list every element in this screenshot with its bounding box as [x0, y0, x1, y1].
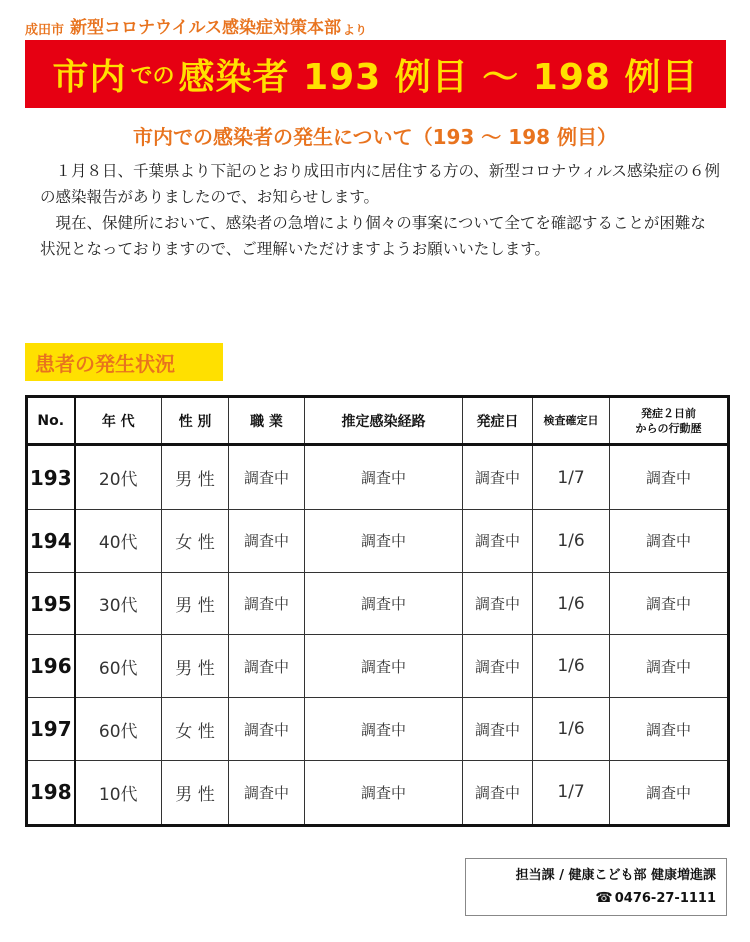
body-text	[40, 158, 720, 262]
cell-onset: 調査中	[463, 698, 533, 761]
header-suffix: より	[343, 23, 368, 37]
cell-confirmed: 1/6	[533, 572, 610, 635]
cell-history: 調査中	[610, 760, 729, 825]
header-line	[25, 10, 367, 38]
cell-history: 調査中	[610, 572, 729, 635]
table-row	[27, 635, 729, 698]
table-row	[27, 510, 729, 573]
cell-route: 調査中	[305, 635, 463, 698]
cell-history: 調査中	[610, 635, 729, 698]
cell-onset: 調査中	[463, 445, 533, 510]
cell-sex: 男 性	[162, 572, 229, 635]
banner-part-1: 市内	[52, 56, 127, 98]
cell-sex: 女 性	[162, 510, 229, 573]
cell-no: 196	[27, 635, 75, 698]
table-row	[27, 760, 729, 825]
cell-onset: 調査中	[463, 572, 533, 635]
cell-no: 197	[27, 698, 75, 761]
body-paragraph-1: １月８日、千葉県より下記のとおり成田市内に居住する方の、新型コロナウィルス感染症の６例の感染報告がありましたので、お知らせします。	[40, 162, 720, 206]
cell-sex: 男 性	[162, 445, 229, 510]
cell-age: 20代	[75, 445, 162, 510]
contact-phone-line	[466, 887, 716, 910]
cell-route: 調査中	[305, 572, 463, 635]
contact-department: 担当課 / 健康こども部 健康増進課	[515, 868, 716, 883]
cell-job: 調査中	[229, 760, 305, 825]
cell-route: 調査中	[305, 445, 463, 510]
cell-sex: 女 性	[162, 698, 229, 761]
telephone-icon: ☎	[595, 890, 613, 906]
cell-age: 60代	[75, 698, 162, 761]
cell-age: 40代	[75, 510, 162, 573]
cell-onset: 調査中	[463, 510, 533, 573]
header-history	[610, 397, 729, 445]
header-onset: 発症日	[463, 397, 533, 445]
cell-job: 調査中	[229, 572, 305, 635]
cell-onset: 調査中	[463, 760, 533, 825]
table-header-row	[27, 397, 729, 445]
cell-job: 調査中	[229, 698, 305, 761]
contact-box	[465, 858, 727, 916]
cell-no: 193	[27, 445, 75, 510]
cell-sex: 男 性	[162, 760, 229, 825]
contact-phone: 0476-27-1111	[614, 891, 716, 906]
cell-age: 60代	[75, 635, 162, 698]
table-row	[27, 698, 729, 761]
cell-no: 194	[27, 510, 75, 573]
cases-table	[25, 395, 730, 827]
cell-job: 調査中	[229, 445, 305, 510]
cell-confirmed: 1/7	[533, 760, 610, 825]
cell-age: 10代	[75, 760, 162, 825]
banner-part-2: での	[130, 63, 175, 89]
header-no: No.	[27, 397, 75, 445]
header-history-line-1: 発症２日前	[641, 406, 696, 420]
cell-confirmed: 1/6	[533, 635, 610, 698]
cell-confirmed: 1/6	[533, 698, 610, 761]
cell-confirmed: 1/7	[533, 445, 610, 510]
banner-part-3: 感染者 193 例目 ～ 198 例目	[178, 56, 699, 98]
cell-no: 198	[27, 760, 75, 825]
section-label: 患者の発生状況	[25, 343, 223, 381]
header-age: 年 代	[75, 397, 162, 445]
table-row	[27, 572, 729, 635]
cell-history: 調査中	[610, 510, 729, 573]
cell-no: 195	[27, 572, 75, 635]
header-city: 成田市	[25, 23, 65, 38]
cell-route: 調査中	[305, 760, 463, 825]
cell-job: 調査中	[229, 635, 305, 698]
cell-age: 30代	[75, 572, 162, 635]
header-sex: 性 別	[162, 397, 229, 445]
table-row	[27, 445, 729, 510]
cell-history: 調査中	[610, 445, 729, 510]
header-history-line-2: からの行動歴	[635, 421, 702, 435]
body-paragraph-2: 現在、保健所において、感染者の急増により個々の事案について全てを確認することが困難な状況となっておりますので、ご理解いただけますようお願いいたします。	[40, 214, 706, 258]
title-banner	[25, 40, 726, 108]
cell-route: 調査中	[305, 698, 463, 761]
header-organization: 新型コロナウイルス感染症対策本部	[70, 18, 341, 38]
header-confirmed: 検査確定日	[533, 397, 610, 445]
cell-job: 調査中	[229, 510, 305, 573]
cell-history: 調査中	[610, 698, 729, 761]
cell-confirmed: 1/6	[533, 510, 610, 573]
subtitle: 市内での感染者の発生について（193 ～ 198 例目）	[133, 125, 617, 149]
cell-sex: 男 性	[162, 635, 229, 698]
cell-onset: 調査中	[463, 635, 533, 698]
cell-route: 調査中	[305, 510, 463, 573]
header-job: 職 業	[229, 397, 305, 445]
header-route: 推定感染経路	[305, 397, 463, 445]
